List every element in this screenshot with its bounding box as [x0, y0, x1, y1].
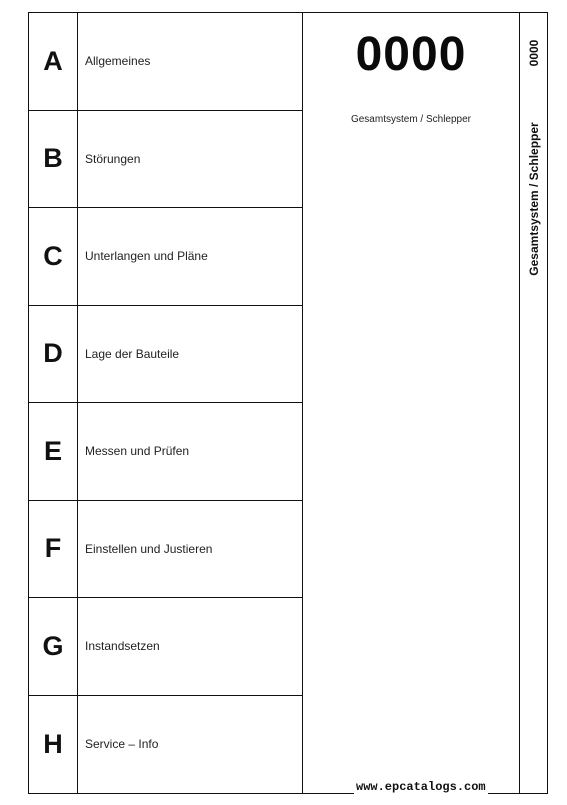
- section-label: Allgemeines: [85, 54, 151, 69]
- spine-label: [520, 13, 547, 793]
- section-letter: F: [29, 501, 78, 598]
- section-row-f[interactable]: [29, 501, 302, 599]
- section-label: Störungen: [85, 151, 141, 166]
- section-label: Einstellen und Justieren: [85, 541, 213, 556]
- section-letter: A: [29, 13, 78, 110]
- section-letter: D: [29, 306, 78, 403]
- section-letter: B: [29, 111, 78, 208]
- section-row-e[interactable]: [29, 403, 302, 501]
- section-index: [29, 13, 303, 793]
- document-sheet: [28, 12, 548, 794]
- section-letter: H: [29, 696, 78, 794]
- section-label: Lage der Bauteile: [85, 346, 180, 361]
- section-label: Messen und Prüfen: [85, 444, 190, 459]
- spine-number: 0000: [526, 39, 541, 67]
- watermark-url: www.epcatalogs.com: [356, 780, 486, 794]
- section-label: Instandsetzen: [85, 639, 160, 654]
- section-letter: G: [29, 598, 78, 695]
- section-label: Service – Info: [85, 737, 159, 752]
- section-row-d[interactable]: [29, 306, 302, 404]
- section-letter: C: [29, 208, 78, 305]
- section-letter: E: [29, 403, 78, 500]
- section-row-c[interactable]: [29, 208, 302, 306]
- group-number: 0000: [355, 28, 467, 81]
- section-label: Unterlangen und Pläne: [85, 249, 208, 264]
- section-row-b[interactable]: [29, 111, 302, 209]
- header-panel: [303, 13, 520, 793]
- section-row-g[interactable]: [29, 598, 302, 696]
- spine-title: Gesamtsystem / Schlepper: [526, 122, 541, 276]
- section-row-h[interactable]: [29, 696, 302, 794]
- section-row-a[interactable]: [29, 13, 302, 111]
- group-subtitle: Gesamtsystem / Schlepper: [350, 114, 472, 125]
